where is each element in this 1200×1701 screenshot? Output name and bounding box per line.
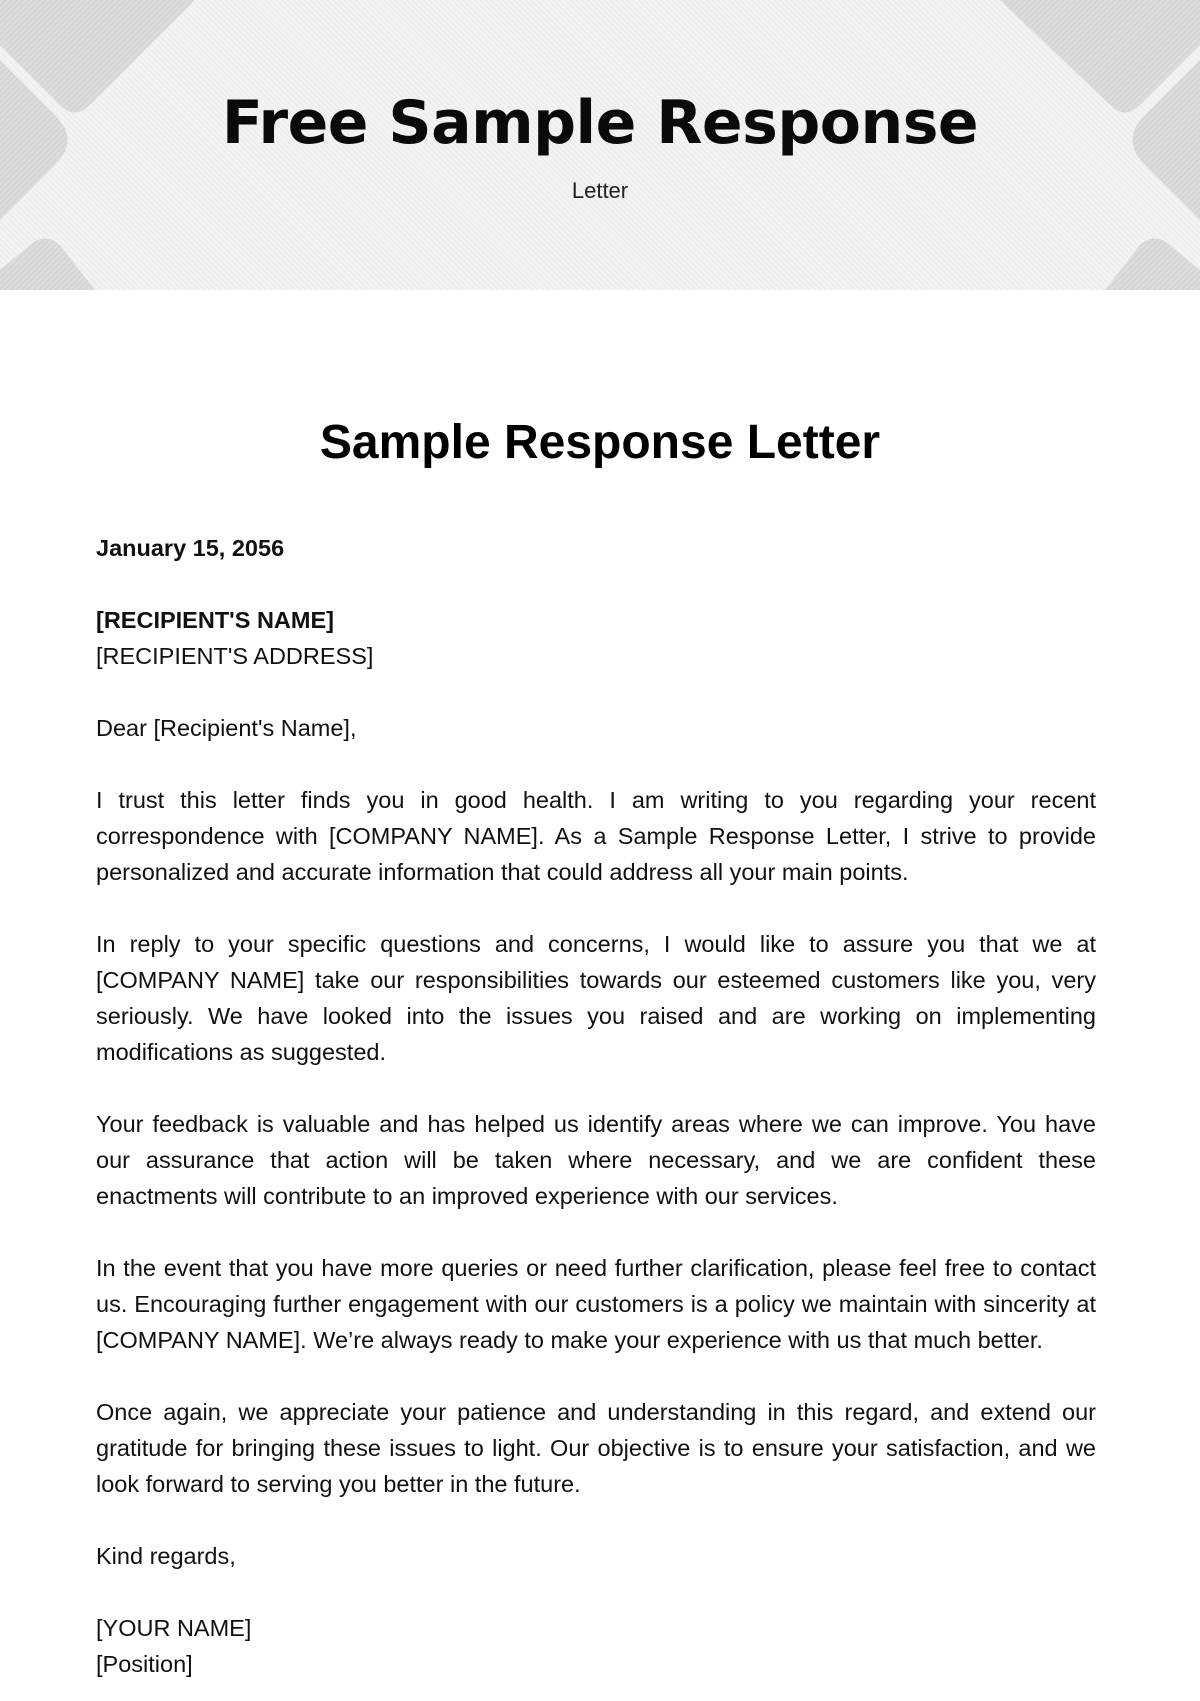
paragraph-3: Your feedback is valuable and has helped us identify areas where we can improve. You have our assurance that action will be taken where necessary, and we are confident these enactments will contribute to an improved experience with our services. <box>96 1111 1096 1209</box>
letter-body <box>96 530 1096 1682</box>
banner-shape-left-bottom <box>0 239 95 291</box>
paragraph-5: Once again, we appreciate your patience and understanding in this regard, and extend our gratitude for bringing these issues to light. Our objective is to ensure your satisfaction, and we look forward to serving you better in the future. <box>96 1399 1096 1497</box>
paragraph-1: I trust this letter finds you in good health. I am writing to you regarding your recent correspondence with [COMPANY NAME]. As a Sample Response Letter, I strive to provide personalized and accurate information that could address all your main points. <box>96 787 1096 885</box>
paragraph-4: In the event that you have more queries or need further clarification, please feel free to contact us. Encouraging further engagement with our customers is a policy we maintain with sincerity at [COMPANY NAME]. We’re always ready to make your experience with us that much better. <box>96 1255 1096 1353</box>
signature-block <box>96 1610 1096 1682</box>
recipient-block <box>96 602 1096 674</box>
paragraph-2: In reply to your specific questions and concerns, I would like to assure you that we at [COMPANY NAME] take our responsibilities towards our esteemed customers like you, very seriously. We have looked into the issues you raised and are working on implementing modifications as suggested. <box>96 931 1096 1065</box>
signature-position: [Position] <box>96 1651 193 1677</box>
recipient-name: [RECIPIENT'S NAME] <box>96 607 334 633</box>
closing: Kind regards, <box>96 1543 236 1569</box>
recipient-address: [RECIPIENT'S ADDRESS] <box>96 643 374 669</box>
letter-date: January 15, 2056 <box>96 535 285 561</box>
salutation: Dear [Recipient's Name], <box>96 715 357 741</box>
banner-subtitle: Letter <box>571 178 629 203</box>
document-title: Sample Response Letter <box>319 416 881 469</box>
banner-shape-right-bottom <box>1105 239 1200 291</box>
header-banner <box>0 0 1200 290</box>
signature-name: [YOUR NAME] <box>96 1615 252 1641</box>
banner-title: Free Sample Response <box>221 88 979 158</box>
